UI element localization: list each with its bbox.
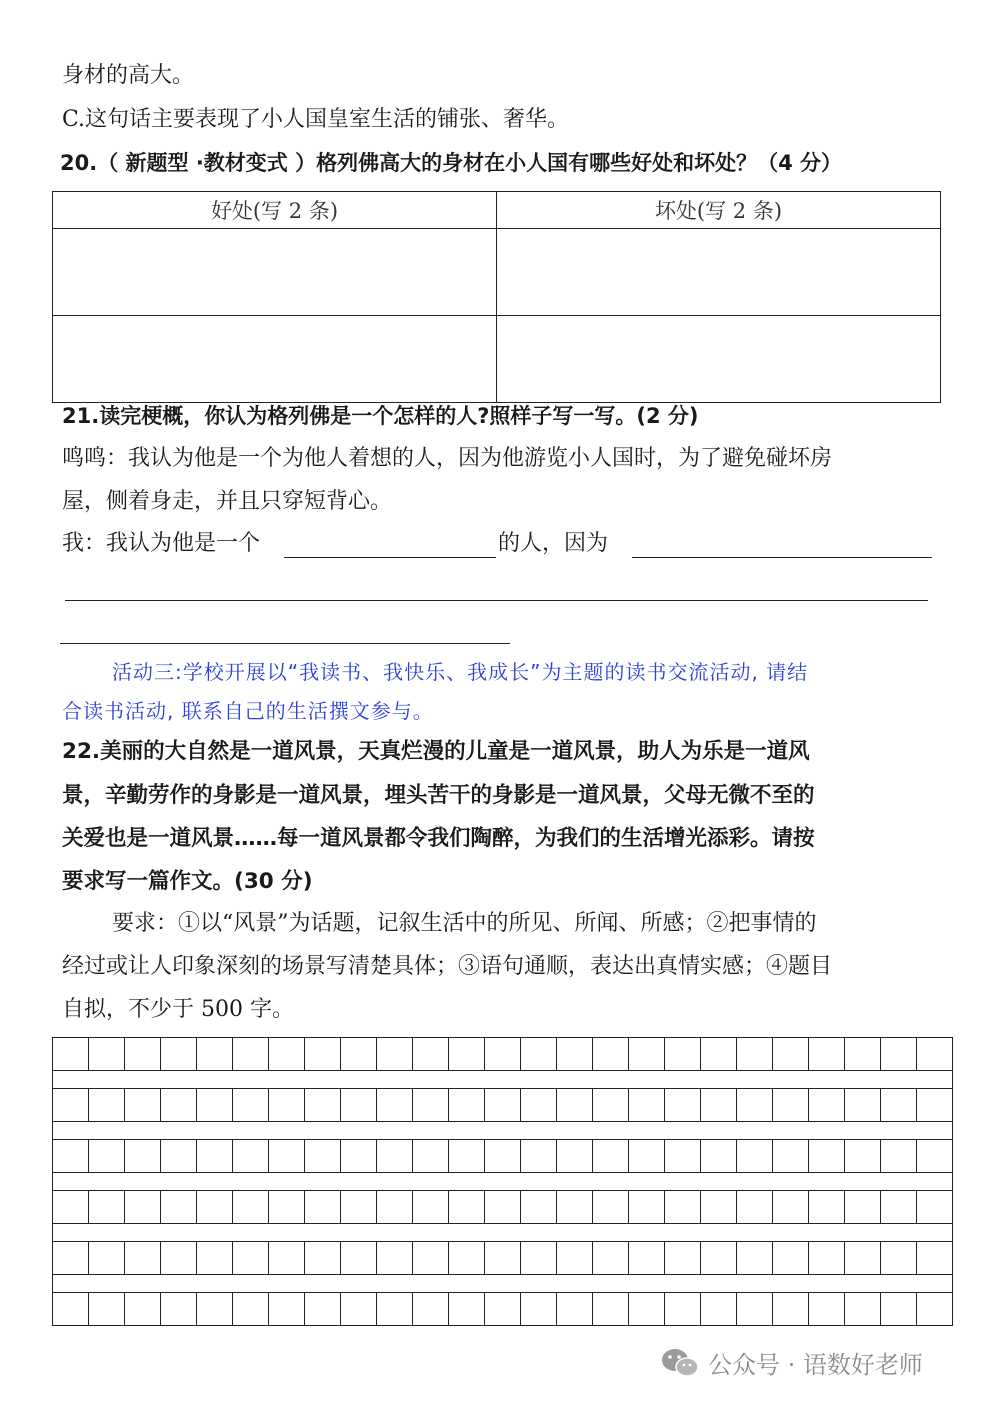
grid-cell[interactable] xyxy=(593,1191,629,1223)
grid-cell[interactable] xyxy=(521,1191,557,1223)
q21-prompt: 21.读完梗概，你认为格列佛是一个怎样的人?照样子写一写。(2 分) xyxy=(62,404,699,428)
grid-cell[interactable] xyxy=(341,1242,377,1274)
grid-cell[interactable] xyxy=(413,1191,449,1223)
grid-cell[interactable] xyxy=(233,1293,269,1325)
grid-cell[interactable] xyxy=(449,1191,485,1223)
q22-line2: 景，辛勤劳作的身影是一道风景，埋头苦干的身影是一道风景，父母无微不至的 xyxy=(62,783,815,808)
grid-row xyxy=(52,1088,953,1122)
answer-cell[interactable] xyxy=(53,316,497,403)
grid-cell[interactable] xyxy=(809,1089,845,1121)
answer-blank-2[interactable] xyxy=(632,557,932,558)
grid-cell[interactable] xyxy=(737,1038,773,1070)
grid-cell[interactable] xyxy=(125,1038,161,1070)
grid-cell[interactable] xyxy=(629,1191,665,1223)
q21-example-line1: 鸣鸣：我认为他是一个为他人着想的人，因为他游览小人国时，为了避免碰坏房 xyxy=(62,446,833,471)
grid-cell[interactable] xyxy=(341,1089,377,1121)
grid-cell[interactable] xyxy=(701,1293,737,1325)
grid-cell[interactable] xyxy=(773,1089,809,1121)
grid-cell[interactable] xyxy=(53,1191,89,1223)
grid-cell[interactable] xyxy=(341,1293,377,1325)
grid-cell[interactable] xyxy=(269,1242,305,1274)
grid-cell[interactable] xyxy=(737,1242,773,1274)
grid-cell[interactable] xyxy=(665,1293,701,1325)
q22-req-line3: 自拟，不少于 500 字。 xyxy=(62,997,294,1022)
activity3-line1: 活动三:学校开展以“我读书、我快乐、我成长”为主题的读书交流活动, 请结 xyxy=(112,660,809,684)
answer-line-3[interactable] xyxy=(65,600,928,601)
grid-cell[interactable] xyxy=(449,1242,485,1274)
q22-req-line2: 经过或让人印象深刻的场景写清楚具体；③语句通顺，表达出真情实感；④题目 xyxy=(62,954,833,979)
grid-cell[interactable] xyxy=(485,1293,521,1325)
grid-cell[interactable] xyxy=(377,1140,413,1172)
grid-cell[interactable] xyxy=(701,1140,737,1172)
grid-cell[interactable] xyxy=(629,1140,665,1172)
grid-cell[interactable] xyxy=(809,1140,845,1172)
grid-cell[interactable] xyxy=(197,1089,233,1121)
grid-row-gap xyxy=(52,1071,953,1088)
grid-row xyxy=(52,1292,953,1326)
grid-cell[interactable] xyxy=(53,1293,89,1325)
grid-cell[interactable] xyxy=(53,1089,89,1121)
grid-cell[interactable] xyxy=(845,1293,881,1325)
grid-cell[interactable] xyxy=(89,1038,125,1070)
grid-cell[interactable] xyxy=(485,1089,521,1121)
grid-cell[interactable] xyxy=(305,1038,341,1070)
grid-cell[interactable] xyxy=(593,1038,629,1070)
grid-cell[interactable] xyxy=(377,1293,413,1325)
grid-cell[interactable] xyxy=(89,1293,125,1325)
grid-cell[interactable] xyxy=(881,1191,917,1223)
grid-cell[interactable] xyxy=(809,1191,845,1223)
grid-cell[interactable] xyxy=(89,1089,125,1121)
grid-cell[interactable] xyxy=(197,1242,233,1274)
grid-cell[interactable] xyxy=(125,1089,161,1121)
watermark xyxy=(660,1345,923,1380)
grid-cell[interactable] xyxy=(341,1140,377,1172)
grid-cell[interactable] xyxy=(557,1140,593,1172)
grid-cell[interactable] xyxy=(341,1191,377,1223)
grid-cell[interactable] xyxy=(917,1038,952,1070)
q21-example-line2: 屋，侧着身走，并且只穿短背心。 xyxy=(62,489,393,514)
grid-cell[interactable] xyxy=(665,1089,701,1121)
grid-cell[interactable] xyxy=(161,1038,197,1070)
grid-row xyxy=(52,1190,953,1224)
grid-cell[interactable] xyxy=(125,1191,161,1223)
grid-cell[interactable] xyxy=(845,1242,881,1274)
grid-cell[interactable] xyxy=(161,1293,197,1325)
grid-cell[interactable] xyxy=(377,1191,413,1223)
grid-cell[interactable] xyxy=(305,1089,341,1121)
grid-cell[interactable] xyxy=(197,1038,233,1070)
grid-cell[interactable] xyxy=(881,1293,917,1325)
answer-cell[interactable] xyxy=(53,229,497,316)
grid-cell[interactable] xyxy=(521,1140,557,1172)
answer-cell[interactable] xyxy=(497,316,941,403)
grid-cell[interactable] xyxy=(485,1242,521,1274)
grid-cell[interactable] xyxy=(845,1140,881,1172)
grid-cell[interactable] xyxy=(737,1191,773,1223)
grid-cell[interactable] xyxy=(809,1038,845,1070)
grid-cell[interactable] xyxy=(233,1140,269,1172)
grid-cell[interactable] xyxy=(845,1038,881,1070)
grid-cell[interactable] xyxy=(413,1038,449,1070)
grid-cell[interactable] xyxy=(485,1191,521,1223)
grid-cell[interactable] xyxy=(701,1191,737,1223)
grid-cell[interactable] xyxy=(89,1140,125,1172)
grid-cell[interactable] xyxy=(521,1038,557,1070)
grid-cell[interactable] xyxy=(521,1293,557,1325)
grid-cell[interactable] xyxy=(305,1242,341,1274)
col-bad-header: 坏处(写 2 条) xyxy=(497,192,941,229)
activity3-line2: 合读书活动, 联系自己的生活撰文参与。 xyxy=(62,699,434,723)
grid-cell[interactable] xyxy=(629,1089,665,1121)
grid-cell[interactable] xyxy=(233,1089,269,1121)
grid-cell[interactable] xyxy=(629,1293,665,1325)
grid-cell[interactable] xyxy=(809,1242,845,1274)
grid-cell[interactable] xyxy=(197,1140,233,1172)
grid-cell[interactable] xyxy=(269,1089,305,1121)
q22-line3: 关爱也是一道风景……每一道风景都令我们陶醉，为我们的生活增光添彩。请按 xyxy=(62,826,815,851)
grid-cell[interactable] xyxy=(593,1293,629,1325)
grid-cell[interactable] xyxy=(773,1038,809,1070)
grid-cell[interactable] xyxy=(917,1191,952,1223)
grid-cell[interactable] xyxy=(377,1038,413,1070)
grid-row-gap xyxy=(52,1173,953,1190)
grid-cell[interactable] xyxy=(53,1038,89,1070)
grid-cell[interactable] xyxy=(881,1089,917,1121)
grid-cell[interactable] xyxy=(449,1089,485,1121)
grid-row xyxy=(52,1037,953,1071)
wechat-logo-icon xyxy=(660,1347,700,1379)
text-line: 身材的高大。 xyxy=(62,63,195,88)
grid-row-gap xyxy=(52,1275,953,1292)
grid-cell[interactable] xyxy=(413,1242,449,1274)
grid-cell[interactable] xyxy=(737,1293,773,1325)
answer-cell[interactable] xyxy=(497,229,941,316)
grid-cell[interactable] xyxy=(737,1089,773,1121)
grid-cell[interactable] xyxy=(449,1038,485,1070)
grid-cell[interactable] xyxy=(125,1140,161,1172)
grid-cell[interactable] xyxy=(521,1089,557,1121)
grid-row-gap xyxy=(52,1224,953,1241)
grid-cell[interactable] xyxy=(161,1140,197,1172)
grid-cell[interactable] xyxy=(305,1191,341,1223)
q22-line1: 22.美丽的大自然是一道风景，天真烂漫的儿童是一道风景，助人为乐是一道风 xyxy=(62,739,810,764)
grid-row xyxy=(52,1241,953,1275)
grid-cell[interactable] xyxy=(665,1140,701,1172)
grid-cell[interactable] xyxy=(593,1140,629,1172)
grid-cell[interactable] xyxy=(629,1242,665,1274)
grid-cell[interactable] xyxy=(161,1191,197,1223)
grid-cell[interactable] xyxy=(125,1242,161,1274)
grid-cell[interactable] xyxy=(449,1293,485,1325)
grid-cell[interactable] xyxy=(665,1242,701,1274)
watermark-text: 公众号 · 语数好老师 xyxy=(708,1351,923,1379)
grid-cell[interactable] xyxy=(881,1038,917,1070)
grid-cell[interactable] xyxy=(917,1089,952,1121)
grid-cell[interactable] xyxy=(413,1140,449,1172)
grid-cell[interactable] xyxy=(773,1242,809,1274)
q20-prompt: 20.（ 新题型 ·教材变式 ）格列佛高大的身材在小人国有哪些好处和坏处？（4 分） xyxy=(60,151,843,175)
grid-cell[interactable] xyxy=(305,1140,341,1172)
grid-row-gap xyxy=(52,1122,953,1139)
grid-cell[interactable] xyxy=(881,1242,917,1274)
grid-cell[interactable] xyxy=(161,1089,197,1121)
option-c: C.这句话主要表现了小人国皇室生活的铺张、奢华。 xyxy=(62,107,570,132)
grid-cell[interactable] xyxy=(665,1038,701,1070)
grid-cell[interactable] xyxy=(557,1293,593,1325)
q21-me-middle: 的人，因为 xyxy=(498,531,609,556)
grid-cell[interactable] xyxy=(593,1242,629,1274)
grid-cell[interactable] xyxy=(413,1089,449,1121)
grid-cell[interactable] xyxy=(485,1140,521,1172)
grid-cell[interactable] xyxy=(125,1293,161,1325)
grid-cell[interactable] xyxy=(773,1140,809,1172)
answer-line-4[interactable] xyxy=(60,643,510,644)
grid-cell[interactable] xyxy=(845,1089,881,1121)
grid-cell[interactable] xyxy=(701,1038,737,1070)
grid-cell[interactable] xyxy=(233,1242,269,1274)
grid-cell[interactable] xyxy=(233,1038,269,1070)
grid-cell[interactable] xyxy=(53,1140,89,1172)
grid-cell[interactable] xyxy=(557,1089,593,1121)
q20-answer-table xyxy=(52,191,941,403)
grid-cell[interactable] xyxy=(269,1293,305,1325)
grid-cell[interactable] xyxy=(341,1038,377,1070)
grid-cell[interactable] xyxy=(557,1038,593,1070)
grid-cell[interactable] xyxy=(269,1191,305,1223)
grid-cell[interactable] xyxy=(413,1293,449,1325)
grid-cell[interactable] xyxy=(917,1293,952,1325)
grid-cell[interactable] xyxy=(881,1140,917,1172)
grid-cell[interactable] xyxy=(917,1140,952,1172)
grid-cell[interactable] xyxy=(701,1089,737,1121)
grid-cell[interactable] xyxy=(773,1293,809,1325)
grid-cell[interactable] xyxy=(629,1038,665,1070)
grid-cell[interactable] xyxy=(521,1242,557,1274)
grid-cell[interactable] xyxy=(557,1191,593,1223)
grid-cell[interactable] xyxy=(845,1191,881,1223)
grid-cell[interactable] xyxy=(449,1140,485,1172)
grid-cell[interactable] xyxy=(269,1140,305,1172)
q22-line4: 要求写一篇作文。(30 分) xyxy=(62,869,313,894)
grid-cell[interactable] xyxy=(701,1242,737,1274)
answer-blank-1[interactable] xyxy=(284,557,496,558)
grid-cell[interactable] xyxy=(665,1191,701,1223)
grid-cell[interactable] xyxy=(89,1191,125,1223)
grid-cell[interactable] xyxy=(233,1191,269,1223)
grid-cell[interactable] xyxy=(197,1191,233,1223)
grid-cell[interactable] xyxy=(773,1191,809,1223)
grid-cell[interactable] xyxy=(557,1242,593,1274)
q22-req-line1: 要求：①以“风景”为话题，记叙生活中的所见、所闻、所感；②把事情的 xyxy=(112,911,817,936)
grid-cell[interactable] xyxy=(89,1242,125,1274)
composition-grid[interactable] xyxy=(52,1037,953,1326)
grid-row xyxy=(52,1139,953,1173)
grid-cell[interactable] xyxy=(593,1089,629,1121)
col-good-header: 好处(写 2 条) xyxy=(53,192,497,229)
grid-cell[interactable] xyxy=(485,1038,521,1070)
grid-cell[interactable] xyxy=(161,1242,197,1274)
q21-me-prefix: 我：我认为他是一个 xyxy=(62,531,261,556)
grid-cell[interactable] xyxy=(53,1242,89,1274)
grid-cell[interactable] xyxy=(197,1293,233,1325)
grid-cell[interactable] xyxy=(917,1242,952,1274)
grid-cell[interactable] xyxy=(269,1038,305,1070)
grid-cell[interactable] xyxy=(377,1242,413,1274)
grid-cell[interactable] xyxy=(737,1140,773,1172)
grid-cell[interactable] xyxy=(305,1293,341,1325)
grid-cell[interactable] xyxy=(377,1089,413,1121)
grid-cell[interactable] xyxy=(809,1293,845,1325)
